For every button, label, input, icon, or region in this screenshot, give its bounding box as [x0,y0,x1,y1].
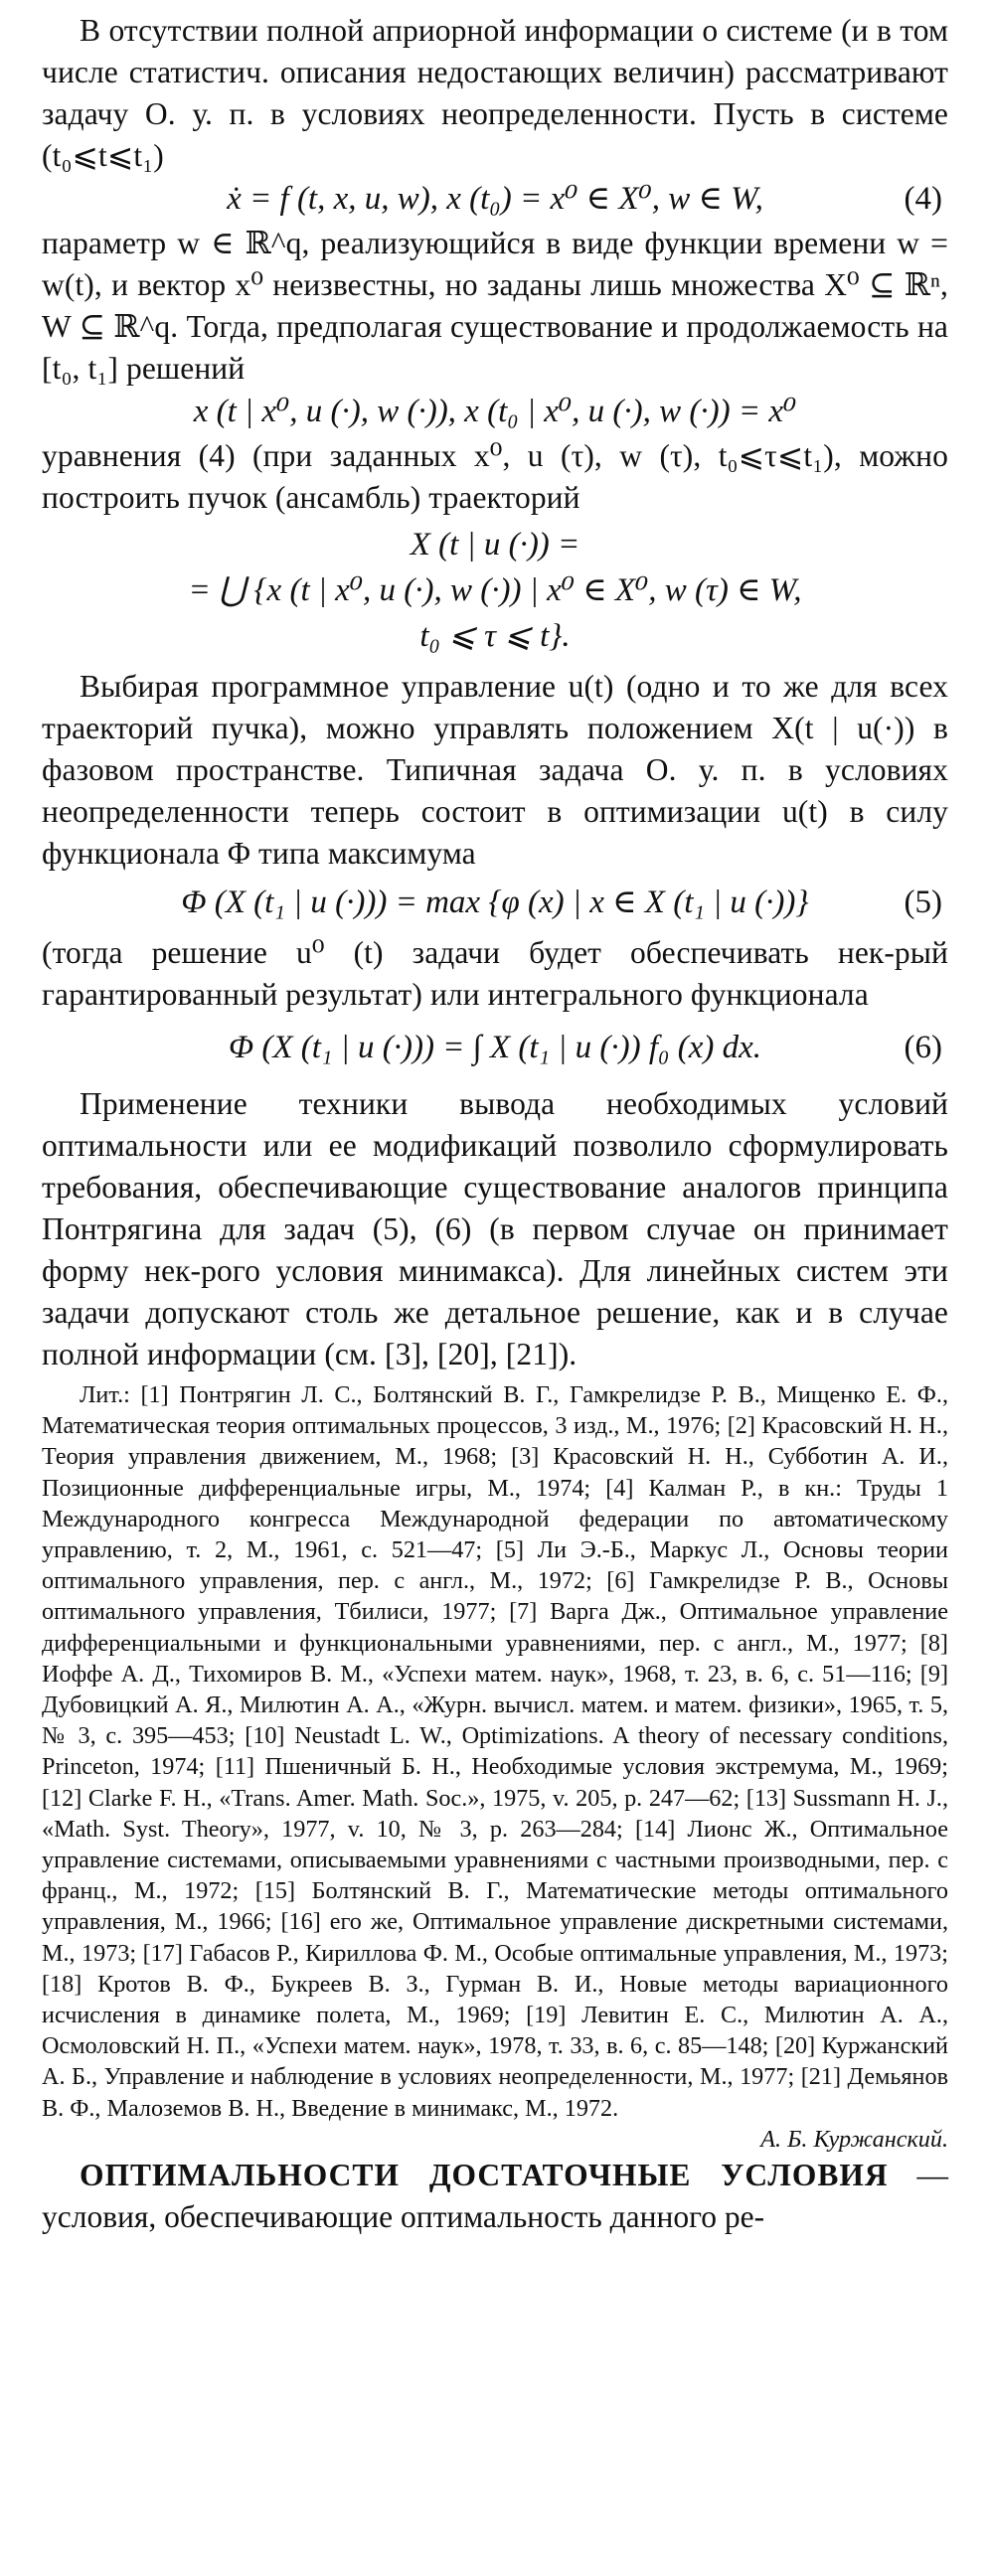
next-article-text: — условия, обеспечивающие оптимальность данного ре- [42,2157,949,2234]
equation-trajectory [42,390,948,435]
paragraph-bundle: уравнения (4) (при заданных x⁰, u (τ), w (τ), t₀⩽τ⩽t₁), можно построить пучок (ансамбль) траекторий [42,438,948,515]
equation-bundle-line-3: t₀ ⩽ τ ⩽ t}. [419,618,571,654]
equation-5 [42,881,948,926]
next-article-heading: ОПТИМАЛЬНОСТИ ДОСТАТОЧНЫЕ УСЛОВИЯ [80,2157,889,2192]
equation-bundle-line-1: X (t | u (·)) = [410,527,580,563]
encyclopedia-page [42,10,948,2564]
equation-4-body: ẋ = f (t, x, u, w), x (t₀) = x⁰ ∈ X⁰, w ∈ W, [227,181,763,217]
equation-4 [42,177,948,223]
paragraph-uncertainty-intro: В отсутствии полной априорной информации о системе (и в том числе статистич. описания недостающих величин) рассматривают задачу О. у. п. в условиях неопределенности. Пусть в системе (t₀⩽t⩽t₁) [42,13,948,173]
equation-6-number: (6) [904,1030,942,1065]
next-article-start [42,2155,948,2238]
paragraph-program-control: Выбирая программное управление u(t) (одно и то же для всех траекторий пучка), можно управлять положением X(t | u(·)) в фазовом пространстве. Типичная задача О. у. п. в условиях неопределенности теперь состоит в оптимизации u(t) в силу функционала Φ типа максимума [42,669,948,871]
equation-bundle [42,523,948,660]
equation-5-body: Φ (X (t₁ | u (·))) = max {φ (x) | x ∈ X (t₁ | u (·))} [181,885,809,920]
author-signature: А. Б. Куржанский. [760,2125,948,2153]
equation-trajectory-body: x (t | x⁰, u (·), w (·)), x (t₀ | x⁰, u (·), w (·)) = x⁰ [193,394,797,429]
equation-6-body: Φ (X (t₁ | u (·))) = ∫ X (t₁ | u (·)) f₀ (x) dx. [229,1030,761,1065]
references-list: Лит.: [1] Понтрягин Л. С., Болтянский В. Г., Гамкрелидзе Р. В., Мищенко Е. Ф., Математическая теория оптимальных процессов, 3 изд., М., 1976; [2] Красовский Н. Н., Теория управления движением, М., 1968; [3] Красовский Н. Н., Субботин А. И., Позиционные дифференциальные игры, М., 1974; [4] Калман Р., в кн.: Труды 1 Международного конгресса Международной федерации по автоматическому управлению, т. 2, М., 1961, с. 521—47; [5] Ли Э.-Б., Маркус Л., Основы теории оптимального управления, пер. с англ., М., 1972; [6] Гамкрелидзе Р. В., Основы оптимального управления, Тбилиси, 1977; [7] Варга Дж., Оптимальное управление дифференциальными и функциональными уравнениями, пер. с англ., М., 1977; [8] Иоффе А. Д., Тихомиров В. М., «Успехи матем. наук», 1968, т. 23, в. 6, с. 51—116; [9] Дубовицкий А. Я., Милютин А. А., «Журн. вычисл. матем. и матем. физики», 1965, т. 5, № 3, с. 395—453; [10] Neustadt L. W., Optimizations. A theory of necessary conditions, Princeton, 1974; [11] Пшеничный Б. Н., Необходимые условия экстремума, М., 1969; [12] Clarke F. H., «Trans. Amer. Math. Soc.», 1975, v. 205, p. 247—62; [13] Sussmann H. J., «Math. Syst. Theory», 1977, v. 10, № 3, p. 263—284; [14] Лионс Ж., Оптимальное управление системами, описываемыми уравнениями с частными производными, пер. с франц., М., 1972; [15] Болтянский В. Г., Математические методы оптимального управления, М., 1966; [16] его же, Оптимальное управление дискретными системами, М., 1973; [17] Габасов Р., Кириллова Ф. М., Особые оптимальные управления, М., 1973; [18] Кротов В. Ф., Букреев В. З., Гурман В. И., Новые методы вариационного исчисления в динамике полета, М., 1969; [19] Левитин Е. С., Милютин А. А., Осмоловский Н. П., «Успехи матем. наук», 1978, т. 33, в. 6, с. 85—148; [20] Куржанский А. Б., Управление и наблюдение в условиях неопределенности, М., 1977; [21] Демьянов В. Ф., Малоземов В. Н., Введение в минимакс, М., 1972. [42,1381,948,2122]
equation-bundle-line-2: = ⋃ {x (t | x⁰, u (·), w (·)) | x⁰ ∈ X⁰, w (τ) ∈ W, [188,572,802,608]
equation-5-number: (5) [904,885,942,920]
paragraph-application: Применение техники вывода необходимых условий оптимальности или ее модификаций позволило сформулировать требования, обеспечивающие существование аналогов принципа Понтрягина для задач (5), (6) (в первом случае он принимает форму нек-рого условия минимакса). Для линейных систем эти задачи допускают столь же детальное решение, как и в случае полной информации (см. [3], [20], [21]). [42,1086,948,1371]
paragraph-guaranteed: (тогда решение u⁰ (t) задачи будет обеспечивать нек-рый гарантированный результат) или интегрального функционала [42,935,948,1012]
equation-4-number: (4) [904,181,942,217]
paragraph-parameter: параметр w ∈ ℝ^q, реализующийся в виде функции времени w = w(t), и вектор x⁰ неизвестны, но заданы лишь множества X⁰ ⊆ ℝⁿ, W ⊆ ℝ^q. Тогда, предполагая существование и продолжаемость на [t₀, t₁] решений [42,226,948,386]
equation-6 [42,1026,948,1071]
